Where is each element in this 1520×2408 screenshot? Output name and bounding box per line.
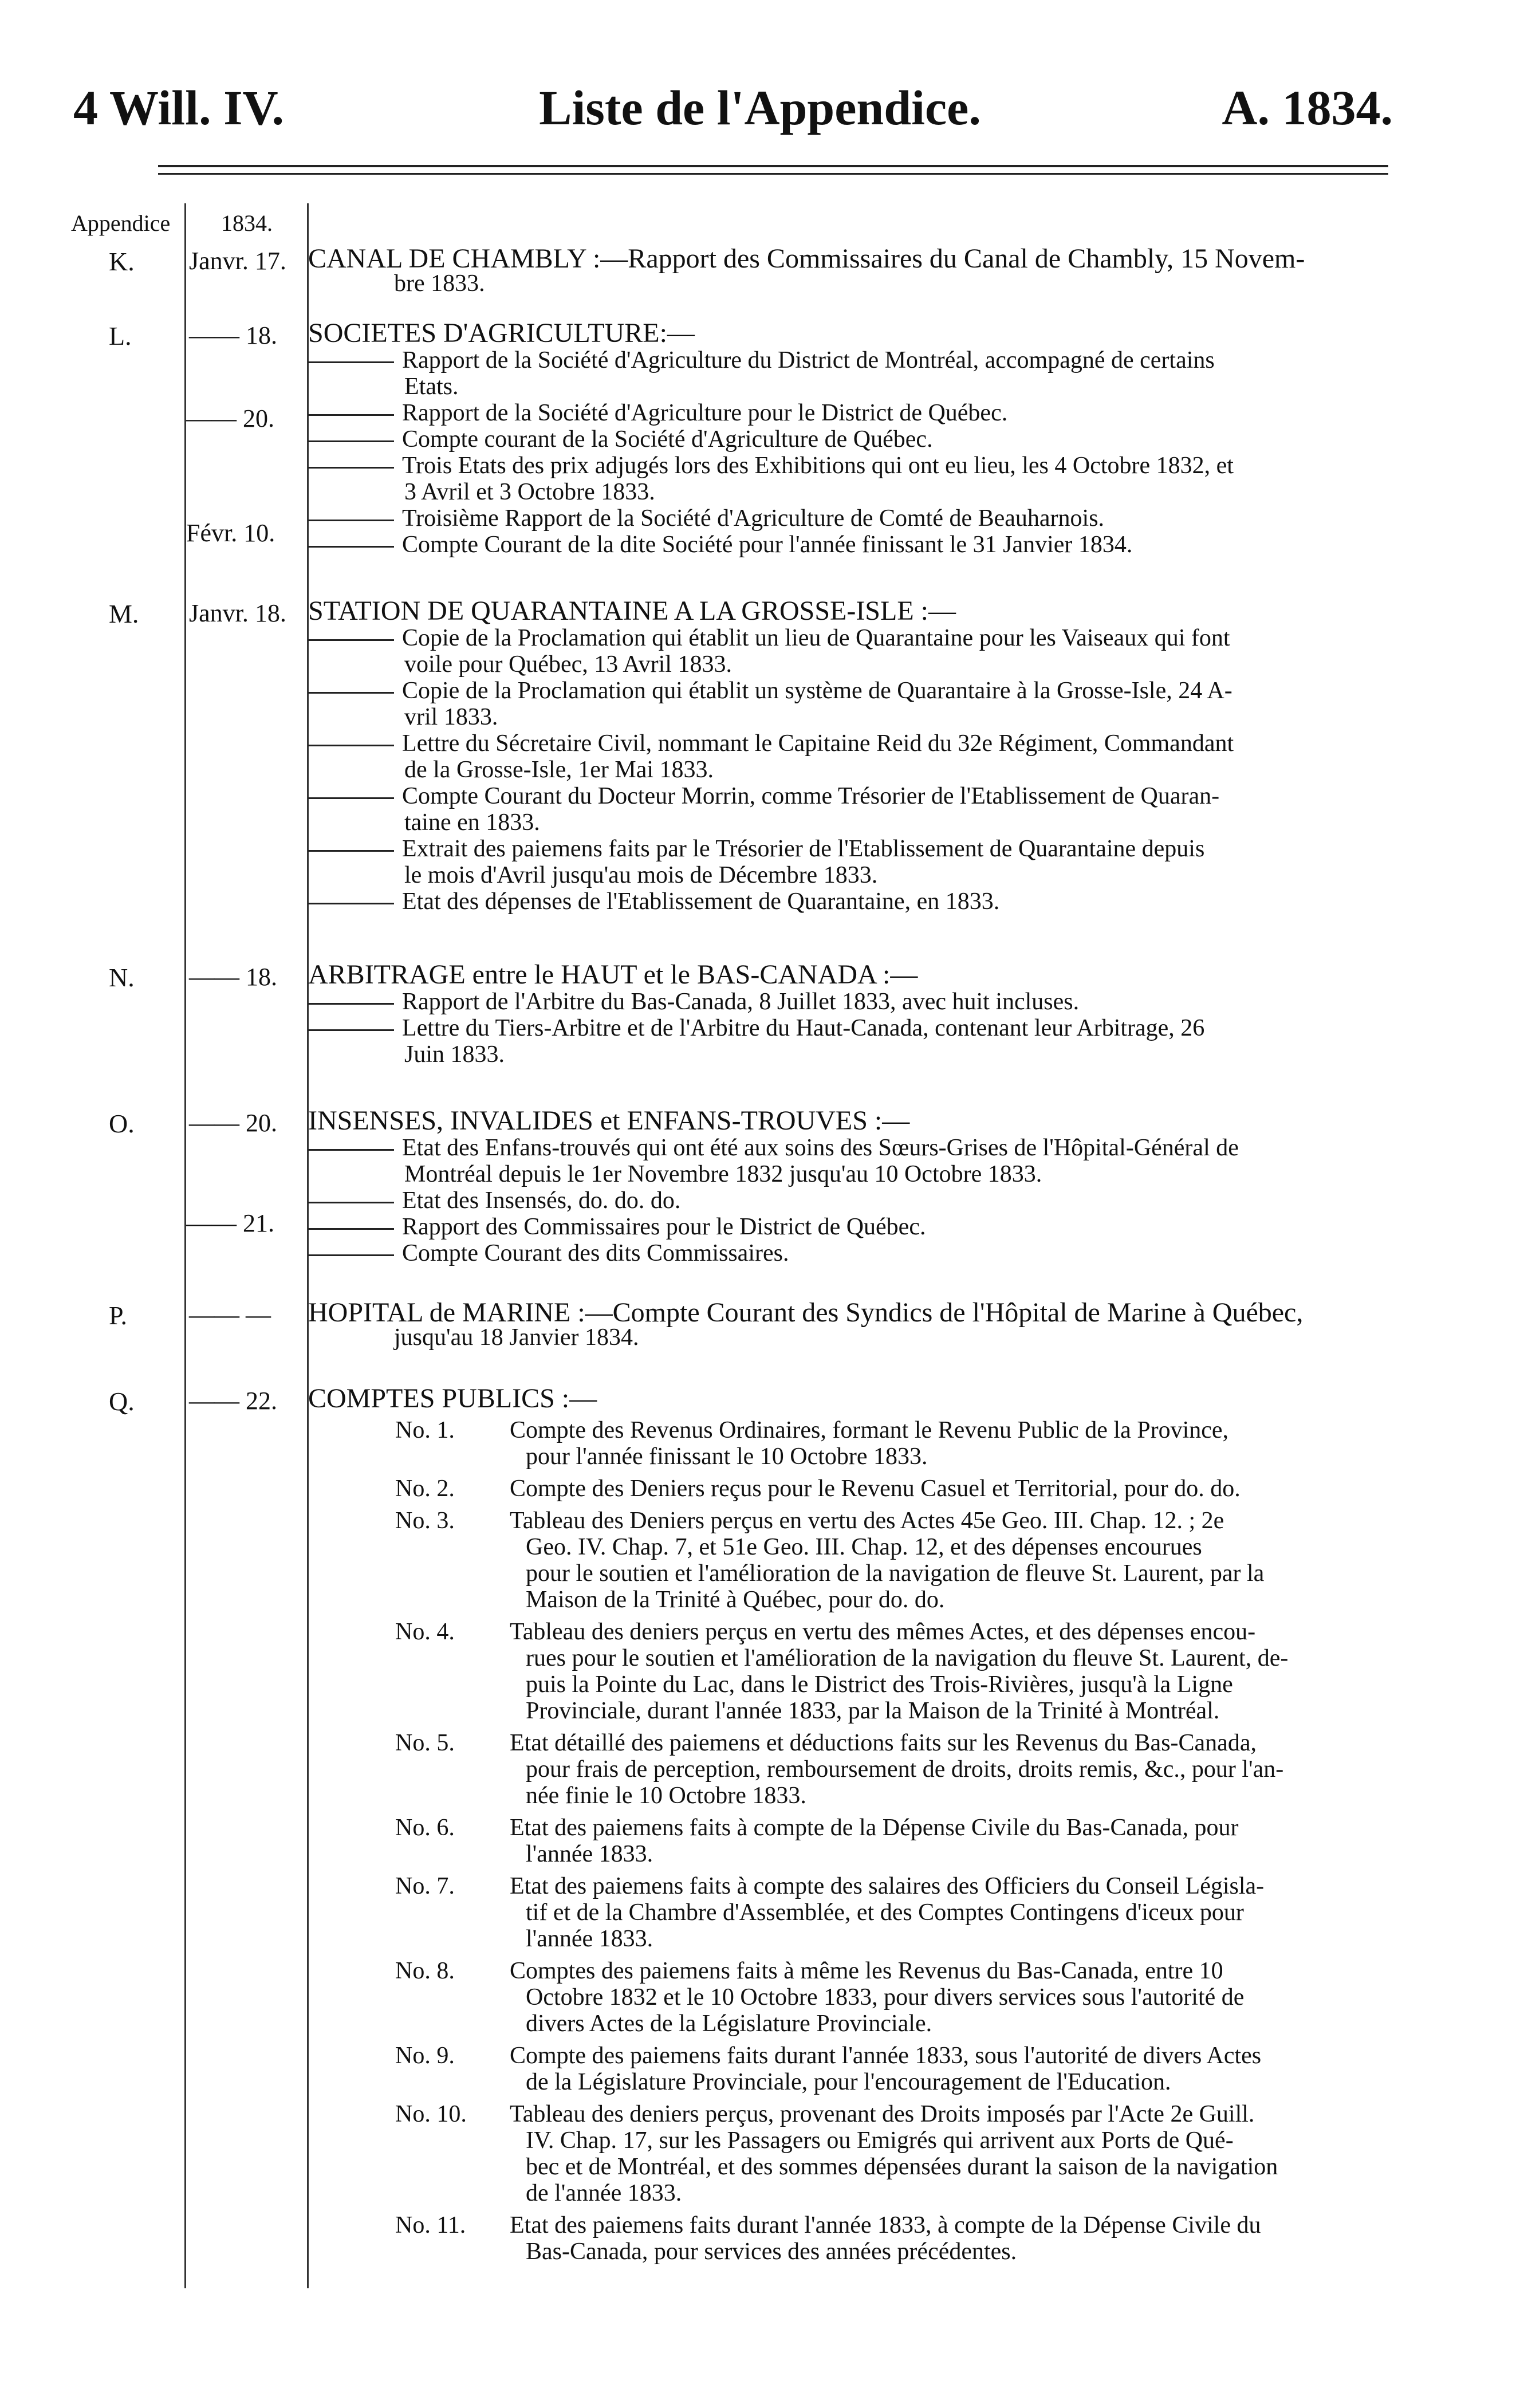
account-line: tif et de la Chambre d'Assemblée, et des Comptes Contingens d'iceux pour bbox=[526, 1899, 1244, 1926]
list-item bbox=[308, 678, 1396, 704]
column-divider-left bbox=[184, 203, 186, 2288]
section-heading-cont: jusqu'au 18 Janvier 1834. bbox=[394, 1324, 639, 1351]
numbered-account bbox=[395, 1619, 1403, 1724]
item-continuation bbox=[308, 809, 1493, 836]
item-text: Rapport de l'Arbitre du Bas-Canada, 8 Juillet 1833, avec huit incluses. bbox=[402, 989, 1080, 1015]
item-dash bbox=[308, 903, 394, 904]
item-dash bbox=[308, 1149, 394, 1151]
account-line: Compte des Deniers reçus pour le Revenu Casuel et Territorial, pour do. do. bbox=[510, 1476, 1241, 1502]
section-heading-cont: bre 1833. bbox=[394, 270, 485, 297]
account-line: Compte des Revenus Ordinaires, formant le Revenu Public de la Province, bbox=[510, 1417, 1229, 1443]
item-text: Compte Courant de la dite Société pour l'année finissant le 31 Janvier 1834. bbox=[402, 532, 1133, 558]
account-line: Compte des paiemens faits durant l'année 1833, sous l'autorité de divers Actes bbox=[510, 2043, 1262, 2069]
account-line: pour l'année finissant le 10 Octobre 1833. bbox=[526, 1443, 928, 1470]
item-text: Montréal depuis le 1er Novembre 1832 jusqu'au 10 Octobre 1833. bbox=[404, 1161, 1042, 1187]
header-year: A. 1834. bbox=[1222, 80, 1393, 135]
list-item bbox=[308, 1214, 1396, 1240]
account-line: bec et de Montréal, et des sommes dépensées durant la saison de la navigation bbox=[526, 2154, 1278, 2180]
item-dash bbox=[308, 639, 394, 641]
section-subdate: —— 21. bbox=[186, 1209, 274, 1237]
section-letter: O. bbox=[109, 1109, 135, 1138]
item-text: Troisième Rapport de la Société d'Agriculture de Comté de Beauharnois. bbox=[402, 505, 1105, 532]
item-continuation bbox=[308, 651, 1493, 678]
item-continuation bbox=[308, 479, 1493, 505]
account-line: Provinciale, durant l'année 1833, par la Maison de la Trinité à Montréal. bbox=[526, 1698, 1220, 1724]
item-dash bbox=[308, 1029, 394, 1031]
numbered-account bbox=[395, 1958, 1403, 2037]
account-line: Bas-Canada, pour services des années précédentes. bbox=[526, 2238, 1017, 2265]
item-text: Rapport de la Société d'Agriculture du District de Montréal, accompagné de certains bbox=[402, 347, 1215, 373]
item-dash bbox=[308, 745, 394, 746]
list-item bbox=[308, 1135, 1396, 1161]
account-number: No. 1. bbox=[395, 1417, 455, 1443]
item-continuation bbox=[308, 704, 1493, 730]
numbered-account bbox=[395, 1476, 1403, 1502]
item-text: vril 1833. bbox=[404, 704, 498, 730]
account-line: rues pour le soutien et l'amélioration de la navigation du fleuve St. Laurent, de- bbox=[526, 1645, 1289, 1671]
section-letter: Q. bbox=[109, 1387, 135, 1416]
section-heading: COMPTES PUBLICS :— bbox=[308, 1383, 597, 1414]
section-letter: K. bbox=[109, 247, 135, 276]
account-line: née finie le 10 Octobre 1833. bbox=[526, 1783, 806, 1809]
year-label: 1834. bbox=[221, 210, 273, 236]
list-item bbox=[308, 1240, 1396, 1266]
account-line: Tableau des Deniers perçus en vertu des Actes 45e Geo. III. Chap. 12. ; 2e bbox=[510, 1508, 1224, 1534]
list-item bbox=[308, 1015, 1396, 1041]
numbered-account bbox=[395, 1815, 1403, 1867]
item-text: Copie de la Proclamation qui établit un lieu de Quarantaine pour les Vaiseaux qui font bbox=[402, 625, 1230, 651]
item-dash bbox=[308, 850, 394, 852]
account-number: No. 10. bbox=[395, 2101, 467, 2127]
section-subdate: —— 20. bbox=[186, 404, 274, 432]
numbered-account bbox=[395, 1873, 1403, 1952]
account-line: pour frais de perception, remboursement de droits, droits remis, &c., pour l'an- bbox=[526, 1756, 1284, 1783]
account-line: l'année 1833. bbox=[526, 1841, 653, 1867]
item-text: Lettre du Tiers-Arbitre et de l'Arbitre du Haut-Canada, contenant leur Arbitrage, 26 bbox=[402, 1015, 1205, 1041]
account-line: puis la Pointe du Lac, dans le District des Trois-Rivières, jusqu'à la Ligne bbox=[526, 1671, 1233, 1698]
numbered-account bbox=[395, 2043, 1403, 2095]
section-date: —— 18. bbox=[189, 321, 277, 349]
item-text: Extrait des paiemens faits par le Trésorier de l'Etablissement de Quarantaine depuis bbox=[402, 836, 1205, 862]
account-line: Etat des paiemens faits durant l'année 1833, à compte de la Dépense Civile du bbox=[510, 2212, 1261, 2238]
numbered-account bbox=[395, 1730, 1403, 1809]
section-heading: ARBITRAGE entre le HAUT et le BAS-CANADA :— bbox=[308, 959, 918, 990]
item-continuation bbox=[308, 373, 1493, 400]
item-text: 3 Avril et 3 Octobre 1833. bbox=[404, 479, 655, 505]
account-line: Comptes des paiemens faits à même les Revenus du Bas-Canada, entre 10 bbox=[510, 1958, 1223, 1984]
section-date: —— 20. bbox=[189, 1109, 277, 1137]
item-text: Rapport de la Société d'Agriculture pour le District de Québec. bbox=[402, 400, 1008, 426]
account-description bbox=[510, 1417, 1403, 1470]
account-line: pour le soutien et l'amélioration de la navigation de fleuve St. Laurent, par la bbox=[526, 1560, 1265, 1587]
account-number: No. 2. bbox=[395, 1476, 455, 1502]
item-dash bbox=[308, 520, 394, 521]
column-heading bbox=[71, 210, 273, 236]
item-dash bbox=[308, 361, 394, 363]
item-continuation bbox=[308, 1041, 1493, 1068]
list-item bbox=[308, 505, 1396, 532]
item-text: Compte Courant des dits Commissaires. bbox=[402, 1240, 789, 1266]
section-date: —— 22. bbox=[189, 1387, 277, 1415]
section-heading: HOPITAL de MARINE :—Compte Courant des Syndics de l'Hôpital de Marine à Québec, bbox=[308, 1297, 1304, 1328]
item-text: Copie de la Proclamation qui établit un système de Quarantaire à la Grosse-Isle, 24 A- bbox=[402, 678, 1232, 704]
list-item bbox=[308, 888, 1396, 915]
item-dash bbox=[308, 546, 394, 548]
account-description bbox=[510, 1619, 1403, 1724]
item-continuation bbox=[308, 1161, 1493, 1187]
account-line: Geo. IV. Chap. 7, et 51e Geo. III. Chap. 12, et des dépenses encourues bbox=[526, 1534, 1202, 1560]
list-item bbox=[308, 625, 1396, 651]
account-description bbox=[510, 1873, 1403, 1952]
account-line: divers Actes de la Législature Provinciale. bbox=[526, 2010, 932, 2037]
section-date: Janvr. 18. bbox=[189, 599, 286, 627]
item-text: voile pour Québec, 13 Avril 1833. bbox=[404, 651, 732, 678]
page-header bbox=[0, 79, 1520, 142]
account-number: No. 7. bbox=[395, 1873, 455, 1899]
item-text: Etats. bbox=[404, 373, 459, 400]
account-line: Etat des paiemens faits à compte de la Dépense Civile du Bas-Canada, pour bbox=[510, 1815, 1239, 1841]
account-description bbox=[510, 2212, 1403, 2265]
item-dash bbox=[308, 797, 394, 799]
list-item bbox=[308, 783, 1396, 809]
list-item bbox=[308, 730, 1396, 757]
item-text: Lettre du Sécretaire Civil, nommant le Capitaine Reid du 32e Régiment, Commandant bbox=[402, 730, 1234, 757]
item-continuation bbox=[308, 862, 1493, 888]
item-text: taine en 1833. bbox=[404, 809, 540, 836]
list-item bbox=[308, 989, 1396, 1015]
account-line: de l'année 1833. bbox=[526, 2180, 682, 2206]
list-item bbox=[308, 426, 1396, 453]
list-item bbox=[308, 1187, 1396, 1214]
item-dash bbox=[308, 440, 394, 442]
account-description bbox=[510, 2101, 1403, 2206]
list-item bbox=[308, 532, 1396, 558]
section-date: Janvr. 17. bbox=[189, 247, 286, 275]
section-letter: N. bbox=[109, 963, 135, 992]
account-line: Etat des paiemens faits à compte des salaires des Officiers du Conseil Législa- bbox=[510, 1873, 1265, 1899]
list-item bbox=[308, 347, 1396, 373]
appendice-label: Appendice bbox=[71, 210, 171, 236]
numbered-account bbox=[395, 1417, 1403, 1470]
item-text: de la Grosse-Isle, 1er Mai 1833. bbox=[404, 757, 714, 783]
header-title: Liste de l'Appendice. bbox=[539, 80, 981, 135]
account-line: Octobre 1832 et le 10 Octobre 1833, pour divers services sous l'autorité de bbox=[526, 1984, 1245, 2010]
section-heading: CANAL DE CHAMBLY :—Rapport des Commissaires du Canal de Chambly, 15 Novem- bbox=[308, 243, 1305, 274]
section-heading: SOCIETES D'AGRICULTURE:— bbox=[308, 318, 695, 348]
header-rule bbox=[158, 165, 1388, 167]
item-dash bbox=[308, 692, 394, 694]
list-item bbox=[308, 453, 1396, 479]
section-letter: P. bbox=[109, 1301, 127, 1330]
section-subdate: Févr. 10. bbox=[186, 519, 275, 547]
item-dash bbox=[308, 1003, 394, 1005]
account-line: Etat détaillé des paiemens et déductions faits sur les Revenus du Bas-Canada, bbox=[510, 1730, 1257, 1756]
account-description bbox=[510, 1508, 1403, 1613]
item-continuation bbox=[308, 757, 1493, 783]
section-heading: STATION DE QUARANTAINE A LA GROSSE-ISLE :— bbox=[308, 596, 956, 626]
account-number: No. 5. bbox=[395, 1730, 455, 1756]
item-text: Etat des dépenses de l'Etablissement de Quarantaine, en 1833. bbox=[402, 888, 1000, 915]
item-text: Etat des Enfans-trouvés qui ont été aux soins des Sœurs-Grises de l'Hôpital-Général de bbox=[402, 1135, 1239, 1161]
item-text: Compte courant de la Société d'Agriculture de Québec. bbox=[402, 426, 933, 453]
account-description bbox=[510, 1958, 1403, 2037]
section-heading: INSENSES, INVALIDES et ENFANS-TROUVES :— bbox=[308, 1105, 910, 1136]
account-line: Maison de la Trinité à Québec, pour do. do. bbox=[526, 1587, 945, 1613]
account-description bbox=[510, 1730, 1403, 1809]
account-line: Tableau des deniers perçus, provenant des Droits imposés par l'Acte 2e Guill. bbox=[510, 2101, 1255, 2127]
account-number: No. 9. bbox=[395, 2043, 455, 2069]
header-rule-double bbox=[158, 173, 1388, 175]
section-date: —— 18. bbox=[189, 963, 277, 991]
numbered-account bbox=[395, 2212, 1403, 2265]
account-line: Tableau des deniers perçus en vertu des mêmes Actes, et des dépenses encou- bbox=[510, 1619, 1256, 1645]
item-dash bbox=[308, 1202, 394, 1203]
account-number: No. 3. bbox=[395, 1508, 455, 1534]
item-text: Trois Etats des prix adjugés lors des Exhibitions qui ont eu lieu, les 4 Octobre 1832, et bbox=[402, 453, 1234, 479]
item-dash bbox=[308, 467, 394, 469]
list-item bbox=[308, 836, 1396, 862]
account-description bbox=[510, 1476, 1403, 1502]
item-text: Juin 1833. bbox=[404, 1041, 505, 1068]
numbered-account bbox=[395, 1508, 1403, 1613]
account-description bbox=[510, 1815, 1403, 1867]
section-letter: M. bbox=[109, 599, 139, 628]
item-text: Compte Courant du Docteur Morrin, comme Trésorier de l'Etablissement de Quaran- bbox=[402, 783, 1220, 809]
item-dash bbox=[308, 414, 394, 416]
section-letter: L. bbox=[109, 321, 132, 351]
account-number: No. 11. bbox=[395, 2212, 466, 2238]
account-number: No. 4. bbox=[395, 1619, 455, 1645]
item-text: Rapport des Commissaires pour le District de Québec. bbox=[402, 1214, 926, 1240]
account-description bbox=[510, 2043, 1403, 2095]
item-text: le mois d'Avril jusqu'au mois de Décembre 1833. bbox=[404, 862, 878, 888]
item-text: Etat des Insensés, do. do. do. bbox=[402, 1187, 681, 1214]
account-line: l'année 1833. bbox=[526, 1926, 653, 1952]
item-dash bbox=[308, 1254, 394, 1256]
section-date: —— — bbox=[189, 1301, 271, 1329]
header-session: 4 Will. IV. bbox=[73, 80, 285, 135]
account-line: IV. Chap. 17, sur les Passagers ou Emigrés qui arrivent aux Ports de Qué- bbox=[526, 2127, 1234, 2154]
item-dash bbox=[308, 1228, 394, 1230]
numbered-account bbox=[395, 2101, 1403, 2206]
list-item bbox=[308, 400, 1396, 426]
account-number: No. 8. bbox=[395, 1958, 455, 1984]
account-number: No. 6. bbox=[395, 1815, 455, 1841]
account-line: de la Législature Provinciale, pour l'encouragement de l'Education. bbox=[526, 2069, 1171, 2095]
